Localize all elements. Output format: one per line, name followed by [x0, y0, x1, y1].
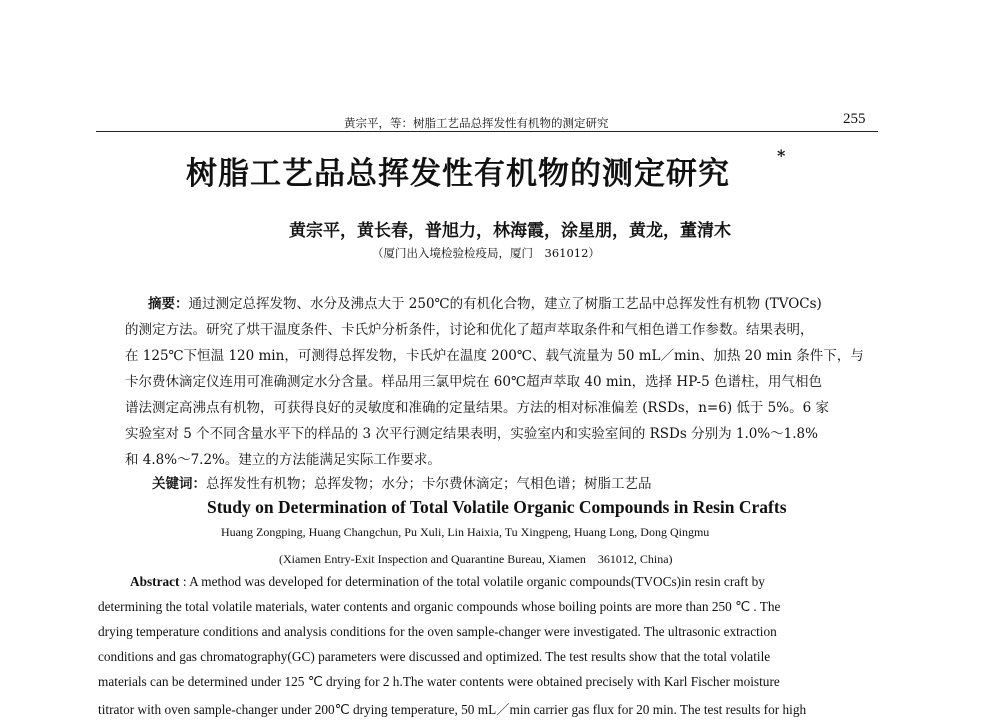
keywords-cn-text: 总挥发性有机物；总挥发物；水分；卡尔费休滴定；气相色谱；树脂工艺品: [206, 476, 652, 492]
abstract-cn-label: 摘要：: [148, 296, 189, 312]
affiliation-english: (Xiamen Entry-Exit Inspection and Quarantine Bureau, Xiamen 361012, China): [279, 552, 673, 566]
keywords-cn-label: 关键词：: [152, 476, 206, 492]
abstract-en-line: conditions and gas chromatography(GC) parameters were discussed and optimized. The test results show that the total volatile: [98, 649, 771, 664]
title-english: Study on Determination of Total Volatile Organic Compounds in Resin Crafts: [207, 497, 787, 517]
abstract-cn-line: 和 4.8%～7.2%。建立的方法能满足实际工作要求。: [125, 452, 441, 468]
abstract-en-line: drying temperature conditions and analysis conditions for the oven sample-changer were investigated. The ultrasonic extraction: [98, 624, 777, 639]
keywords-cn: [152, 472, 912, 492]
header-rule: [96, 131, 878, 132]
abstract-cn-line: 谱法测定高沸点有机物，可获得良好的灵敏度和准确的定量结果。方法的相对标准偏差 (RSDs，n=6) 低于 5%。6 家: [125, 400, 829, 416]
abstract-en-label: Abstract: [130, 574, 180, 589]
abstract-en-line: materials can be determined under 125 ℃ drying for 2 h.The water contents were obtained precisely with Karl Fischer moisture: [98, 674, 780, 689]
abstract-cn-line: 卡尔费休滴定仪连用可准确测定水分含量。样品用三氯甲烷在 60℃超声萃取 40 min，选择 HP-5 色谱柱，用气相色: [125, 374, 822, 390]
abstract-cn-line: 在 125℃下恒温 120 min，可测得总挥发物，卡氏炉在温度 200℃、载气流量为 50 mL／min、加热 20 min 条件下，与: [125, 348, 864, 364]
abstract-cn-line: 的测定方法。研究了烘干温度条件、卡氏炉分析条件，讨论和优化了超声萃取条件和气相色谱工作参数。结果表明，: [125, 322, 814, 338]
abstract-cn-line: 实验室对 5 个不同含量水平下的样品的 3 次平行测定结果表明，实验室内和实验室间的 RSDs 分别为 1.0%～1.8%: [125, 426, 818, 442]
running-head: 黄宗平，等：树脂工艺品总挥发性有机物的测定研究: [344, 116, 609, 130]
page-number: 255: [843, 111, 866, 127]
abstract-en-line: determining the total volatile materials, water contents and organic compounds whose boiling points are more than 250 ℃ . The: [98, 599, 781, 614]
abstract-cn-line: 摘要：通过测定总挥发物、水分及沸点大于 250℃的有机化合物，建立了树脂工艺品中总挥发性有机物 (TVOCs): [148, 296, 822, 312]
affiliation-chinese: （厦门出入境检验检疫局，厦门 361012）: [372, 246, 600, 260]
abstract-en-line: titrator with oven sample-changer under 200℃ drying temperature, 50 mL／min carrier gas flux for 20 min. The test results for high: [98, 702, 807, 717]
abstract-en-line: Abstract : A method was developed for determination of the total volatile organic compounds(TVOCs)in resin craft by: [130, 574, 765, 589]
title-footnote-mark: *: [777, 146, 786, 165]
title-chinese: 树脂工艺品总挥发性有机物的测定研究: [186, 156, 730, 192]
authors-chinese: 黄宗平，黄长春，普旭力，林海霞，涂星朋，黄龙，董清木: [289, 221, 731, 241]
authors-english: Huang Zongping, Huang Changchun, Pu Xuli, Lin Haixia, Tu Xingpeng, Huang Long, Dong Qingmu: [221, 525, 710, 539]
